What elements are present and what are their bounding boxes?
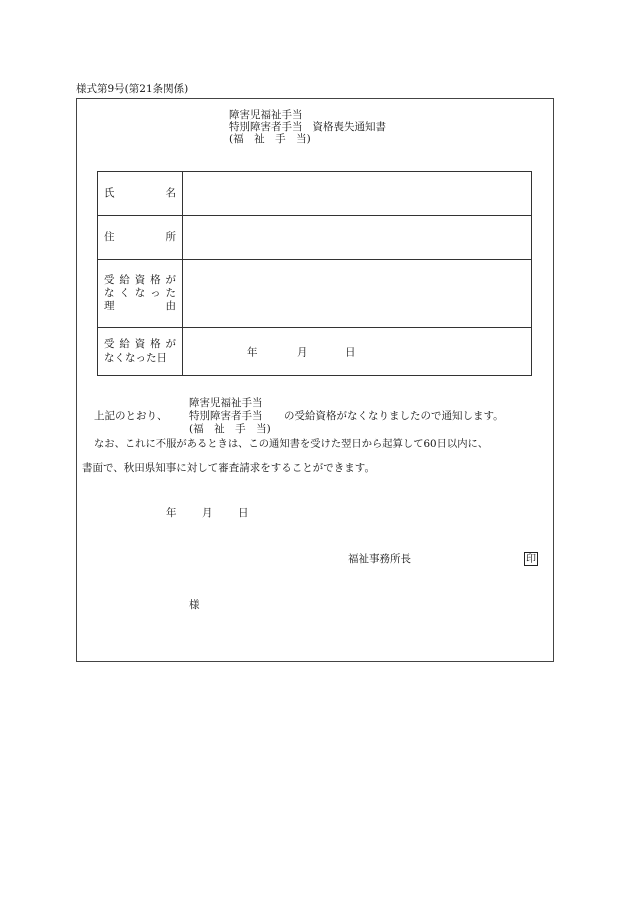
date-label-cell [98,328,183,376]
reason-label-cell [98,260,183,328]
form-number: 様式第9号(第21条関係) [76,83,189,95]
reason-label-line-1: 受 給 資 格 が [104,273,176,286]
title-document-name: 資格喪失通知書 [312,121,386,133]
body-paragraph-2-line-2: 書面で、秋田県知事に対して審査請求をすることができます。 [82,462,375,474]
title-line-3: (福 祉 手 当) [229,133,311,145]
issue-date-month: 月 [202,507,213,519]
reason-label-line-3: 理 由 [104,300,176,313]
date-label-line-2: なくなった日 [104,351,167,364]
table-row-name [98,172,532,216]
date-label-line-1: 受 給 資 格 が [104,338,176,351]
table-row-reason [98,260,532,328]
signatory-title: 福祉事務所長 [348,553,411,565]
body-allowance-2: 特別障害者手当 [189,410,263,422]
date-day: 日 [345,346,356,358]
issue-date-year: 年 [166,507,177,519]
title-allowance: 特別障害者手当 [229,121,303,133]
body-suffix: の受給資格がなくなりましたので通知します。 [284,410,504,422]
body-paragraph-2-line-1: なお、これに不服があるときは、この通知書を受けた翌日から起算して60日以内に、 [94,438,489,450]
address-value-cell[interactable] [183,216,532,260]
issue-date-day: 日 [238,507,249,519]
address-label-cell [98,216,183,260]
title-line-2 [229,122,386,133]
address-label-left: 住 [104,230,115,243]
recipient-info-table [97,171,532,376]
body-allowance-1: 障害児福祉手当 [189,397,263,409]
body-allowance-3: (福 祉 手 当) [189,423,271,435]
name-label-left: 氏 [104,186,115,199]
table-row-address [98,216,532,260]
address-label-right: 所 [165,230,176,243]
date-month: 月 [297,346,308,358]
name-value-cell[interactable] [183,172,532,216]
recipient-honorific: 様 [189,599,200,611]
body-prefix: 上記のとおり、 [94,410,168,422]
reason-label-line-2: な く な っ た [104,286,176,299]
date-value-cell[interactable] [183,328,532,376]
reason-value-cell[interactable] [183,260,532,328]
title-line-1: 障害児福祉手当 [229,109,303,121]
seal-mark: 印 [526,554,536,565]
name-label-right: 名 [165,186,176,199]
table-row-date [98,328,532,376]
date-year: 年 [247,346,258,358]
name-label-cell [98,172,183,216]
